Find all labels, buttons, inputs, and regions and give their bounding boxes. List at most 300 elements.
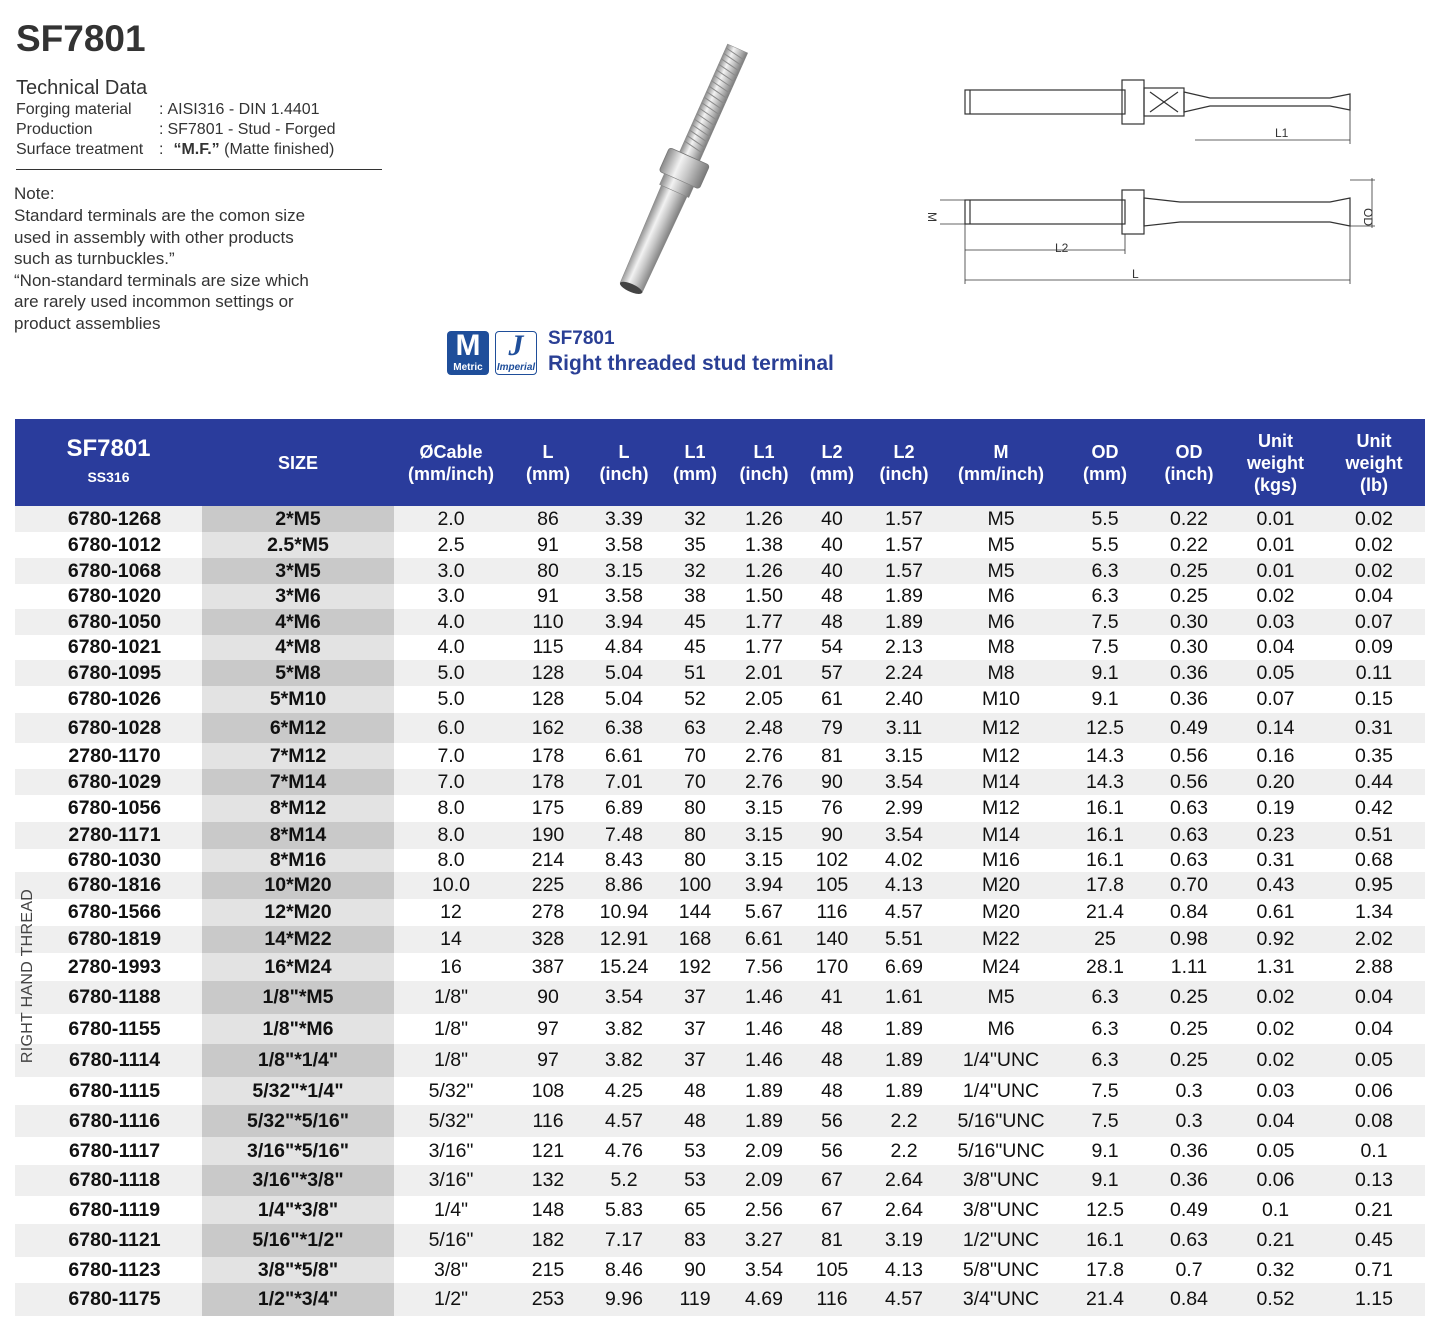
- table-cell: 0.42: [1323, 795, 1425, 822]
- table-cell: 67: [798, 1196, 866, 1224]
- part-number-cell: 6780-1056: [15, 795, 202, 822]
- table-cell: 61: [798, 686, 866, 713]
- table-cell: 0.43: [1228, 872, 1323, 899]
- table-cell: 6.0: [394, 713, 508, 743]
- column-header: [1228, 419, 1323, 506]
- table-cell: 2.24: [866, 660, 942, 686]
- table-cell: M5: [942, 506, 1060, 532]
- table-cell: 90: [798, 769, 866, 795]
- table-cell: 116: [508, 1105, 588, 1137]
- table-cell: 3.15: [730, 822, 798, 849]
- technical-data-list: [16, 100, 336, 160]
- imperial-badge: [495, 331, 537, 375]
- table-cell: 1.34: [1323, 899, 1425, 926]
- header-line: L2: [893, 441, 915, 462]
- technical-data-heading: Technical Data: [16, 77, 148, 99]
- table-cell: 1/8": [394, 981, 508, 1014]
- part-number-cell: 6780-1566: [15, 899, 202, 926]
- table-cell: 116: [798, 899, 866, 926]
- table-cell: 0.19: [1228, 795, 1323, 822]
- tech-value: AISI316 - DIN 1.4401: [167, 101, 320, 118]
- table-cell: 0.06: [1323, 1077, 1425, 1105]
- table-row: [15, 872, 1425, 899]
- table-cell: 4.13: [866, 872, 942, 899]
- header-line: weight: [1247, 452, 1304, 473]
- table-cell: M6: [942, 584, 1060, 609]
- table-row: [15, 1105, 1425, 1137]
- size-cell: 1/2"*3/4": [202, 1283, 394, 1316]
- table-cell: 0.63: [1150, 822, 1228, 849]
- table-row: [15, 1077, 1425, 1105]
- table-cell: 0.01: [1228, 532, 1323, 558]
- table-cell: 1.46: [730, 981, 798, 1014]
- table-cell: 0.05: [1323, 1044, 1425, 1077]
- table-cell: 0.21: [1323, 1196, 1425, 1224]
- size-cell: 10*M20: [202, 872, 394, 899]
- table-cell: 0.30: [1150, 609, 1228, 635]
- part-number-cell: 6780-1188: [15, 981, 202, 1014]
- table-cell: 105: [798, 872, 866, 899]
- table-cell: 0.36: [1150, 686, 1228, 713]
- header-line: OD: [1175, 441, 1203, 462]
- part-number-cell: 6780-1268: [15, 506, 202, 532]
- table-cell: 0.63: [1150, 1224, 1228, 1257]
- label-l1: L1: [1275, 126, 1289, 140]
- table-cell: 65: [660, 1196, 730, 1224]
- table-cell: 2.0: [394, 506, 508, 532]
- size-cell: 16*M24: [202, 953, 394, 981]
- table-cell: 4.84: [588, 635, 660, 660]
- table-cell: 3/8"UNC: [942, 1165, 1060, 1196]
- part-number-cell: 6780-1029: [15, 769, 202, 795]
- table-cell: 0.35: [1323, 743, 1425, 769]
- size-cell: 3*M6: [202, 584, 394, 609]
- header-line: Unit: [1258, 430, 1293, 451]
- table-cell: 128: [508, 660, 588, 686]
- part-number-cell: 6780-1121: [15, 1224, 202, 1257]
- table-cell: 1.89: [866, 609, 942, 635]
- table-cell: 0.01: [1228, 558, 1323, 584]
- table-cell: 14: [394, 926, 508, 953]
- note-line: such as turnbuckles.”: [14, 249, 175, 268]
- table-cell: 70: [660, 743, 730, 769]
- table-cell: 0.51: [1323, 822, 1425, 849]
- column-header: [1323, 419, 1425, 506]
- column-header: [1150, 419, 1228, 506]
- column-header: [202, 419, 394, 506]
- table-cell: 0.02: [1228, 981, 1323, 1014]
- table-cell: 35: [660, 532, 730, 558]
- table-cell: 0.02: [1323, 532, 1425, 558]
- table-row: [15, 981, 1425, 1014]
- note-line: are rarely used incommon settings or: [14, 292, 294, 311]
- table-cell: 0.25: [1150, 1044, 1228, 1077]
- table-cell: 1/4": [394, 1196, 508, 1224]
- table-cell: 175: [508, 795, 588, 822]
- table-cell: 10.0: [394, 872, 508, 899]
- table-cell: 2.56: [730, 1196, 798, 1224]
- table-cell: 3.11: [866, 713, 942, 743]
- table-cell: 0.31: [1228, 849, 1323, 872]
- table-cell: 2.64: [866, 1165, 942, 1196]
- table-cell: 6.89: [588, 795, 660, 822]
- table-cell: 1.89: [866, 1077, 942, 1105]
- table-cell: 144: [660, 899, 730, 926]
- table-cell: 63: [660, 713, 730, 743]
- header-line: M: [993, 441, 1009, 462]
- table-cell: 6.61: [588, 743, 660, 769]
- table-cell: 2.01: [730, 660, 798, 686]
- table-cell: 0.09: [1323, 635, 1425, 660]
- table-cell: 121: [508, 1137, 588, 1165]
- table-cell: 4.57: [866, 1283, 942, 1316]
- table-cell: 2.09: [730, 1137, 798, 1165]
- header-line: (mm): [1083, 463, 1127, 484]
- table-cell: M5: [942, 558, 1060, 584]
- table-cell: 48: [798, 1014, 866, 1044]
- tech-row-surface: [16, 140, 336, 160]
- table-cell: 6.3: [1060, 981, 1150, 1014]
- size-cell: 12*M20: [202, 899, 394, 926]
- table-cell: 76: [798, 795, 866, 822]
- table-cell: 1.89: [866, 1044, 942, 1077]
- table-cell: 253: [508, 1283, 588, 1316]
- header-line: (mm): [526, 463, 570, 484]
- size-cell: 3*M5: [202, 558, 394, 584]
- table-cell: 5.5: [1060, 506, 1150, 532]
- table-cell: 3.15: [730, 795, 798, 822]
- size-cell: 8*M16: [202, 849, 394, 872]
- table-cell: 162: [508, 713, 588, 743]
- table-cell: 1/8": [394, 1044, 508, 1077]
- table-cell: 4.57: [588, 1105, 660, 1137]
- table-cell: M14: [942, 822, 1060, 849]
- table-cell: 86: [508, 506, 588, 532]
- table-cell: 5/16"UNC: [942, 1137, 1060, 1165]
- tech-label: Forging material: [16, 101, 132, 118]
- table-cell: 0.25: [1150, 584, 1228, 609]
- table-cell: 0.14: [1228, 713, 1323, 743]
- column-header: [730, 419, 798, 506]
- table-cell: 0.05: [1228, 1137, 1323, 1165]
- table-cell: 1.77: [730, 635, 798, 660]
- page-title: SF7801: [16, 18, 146, 59]
- column-header: [588, 419, 660, 506]
- table-cell: 48: [798, 584, 866, 609]
- part-number-cell: 2780-1170: [15, 743, 202, 769]
- table-header: [15, 419, 1425, 506]
- table-cell: 41: [798, 981, 866, 1014]
- table-cell: 4.0: [394, 635, 508, 660]
- table-cell: 6.38: [588, 713, 660, 743]
- table-cell: 108: [508, 1077, 588, 1105]
- table-cell: 3.94: [730, 872, 798, 899]
- table-cell: 7.5: [1060, 635, 1150, 660]
- table-cell: 0.23: [1228, 822, 1323, 849]
- table-cell: 0.02: [1228, 584, 1323, 609]
- table-cell: M6: [942, 609, 1060, 635]
- part-number-cell: 6780-1819: [15, 926, 202, 953]
- part-number-cell: 6780-1114: [15, 1044, 202, 1077]
- table-cell: 0.32: [1228, 1257, 1323, 1283]
- table-cell: 90: [508, 981, 588, 1014]
- header-line: (inch): [599, 463, 649, 484]
- table-cell: 2.02: [1323, 926, 1425, 953]
- colon-separator: :: [159, 101, 164, 118]
- table-cell: 1.31: [1228, 953, 1323, 981]
- table-cell: 1.26: [730, 558, 798, 584]
- column-header: [866, 419, 942, 506]
- table-cell: 2.5: [394, 532, 508, 558]
- table-cell: 1.38: [730, 532, 798, 558]
- table-row: [15, 660, 1425, 686]
- table-cell: 0.92: [1228, 926, 1323, 953]
- imperial-letter: J: [508, 329, 524, 362]
- table-cell: 0.63: [1150, 849, 1228, 872]
- table-cell: 56: [798, 1105, 866, 1137]
- table-cell: 1/4"UNC: [942, 1044, 1060, 1077]
- table-cell: 3.54: [588, 981, 660, 1014]
- side-label: RIGHT HAND THREAD: [19, 888, 36, 1064]
- note-heading: Note:: [14, 184, 55, 203]
- table-row: [15, 822, 1425, 849]
- table-cell: 2.64: [866, 1196, 942, 1224]
- table-cell: 2.05: [730, 686, 798, 713]
- size-cell: 5*M10: [202, 686, 394, 713]
- part-number-cell: 6780-1021: [15, 635, 202, 660]
- table-cell: 1.46: [730, 1014, 798, 1044]
- table-cell: 110: [508, 609, 588, 635]
- table-cell: 1.89: [866, 1014, 942, 1044]
- table-cell: 7.5: [1060, 609, 1150, 635]
- label-od: OD: [1361, 208, 1375, 226]
- table-cell: 8.0: [394, 822, 508, 849]
- table-cell: 12.91: [588, 926, 660, 953]
- part-number-cell: 2780-1171: [15, 822, 202, 849]
- table-cell: 119: [660, 1283, 730, 1316]
- table-cell: 178: [508, 743, 588, 769]
- table-cell: 278: [508, 899, 588, 926]
- table-cell: 0.36: [1150, 660, 1228, 686]
- table-cell: 0.25: [1150, 981, 1228, 1014]
- size-cell: 14*M22: [202, 926, 394, 953]
- table-row: [15, 686, 1425, 713]
- size-cell: 7*M14: [202, 769, 394, 795]
- table-cell: 5.04: [588, 660, 660, 686]
- table-cell: 16.1: [1060, 849, 1150, 872]
- table-cell: 4.57: [866, 899, 942, 926]
- table-cell: 0.25: [1150, 1014, 1228, 1044]
- part-number-cell: 6780-1816: [15, 872, 202, 899]
- size-cell: 1/8"*1/4": [202, 1044, 394, 1077]
- table-cell: 5/32": [394, 1077, 508, 1105]
- table-cell: 1.89: [730, 1077, 798, 1105]
- table-cell: 0.49: [1150, 713, 1228, 743]
- table-cell: 3.54: [866, 769, 942, 795]
- table-cell: 3/8": [394, 1257, 508, 1283]
- table-cell: 3.94: [588, 609, 660, 635]
- table-cell: 56: [798, 1137, 866, 1165]
- header-line: (mm/inch): [407, 463, 494, 484]
- table-cell: 214: [508, 849, 588, 872]
- header-line: (mm/inch): [957, 463, 1044, 484]
- table-cell: 97: [508, 1044, 588, 1077]
- table-cell: 0.71: [1323, 1257, 1425, 1283]
- table-cell: 225: [508, 872, 588, 899]
- table-cell: 2.09: [730, 1165, 798, 1196]
- table-cell: 83: [660, 1224, 730, 1257]
- table-cell: 8.43: [588, 849, 660, 872]
- table-cell: 6.3: [1060, 584, 1150, 609]
- table-cell: 1/2"UNC: [942, 1224, 1060, 1257]
- table-cell: 190: [508, 822, 588, 849]
- part-number-cell: 6780-1119: [15, 1196, 202, 1224]
- table-cell: 3.58: [588, 584, 660, 609]
- table-cell: 3.54: [866, 822, 942, 849]
- table-cell: 90: [660, 1257, 730, 1283]
- note-line: “Non-standard terminals are size which: [14, 270, 309, 290]
- table-cell: 80: [508, 558, 588, 584]
- table-cell: 0.95: [1323, 872, 1425, 899]
- table-cell: 0.1: [1228, 1196, 1323, 1224]
- table-row: [15, 1014, 1425, 1044]
- table-cell: 0.52: [1228, 1283, 1323, 1316]
- table-cell: 1.15: [1323, 1283, 1425, 1316]
- size-cell: 1/8"*M5: [202, 981, 394, 1014]
- label-l: L: [1132, 267, 1139, 281]
- product-photo: [470, 30, 830, 320]
- table-cell: 6.3: [1060, 1044, 1150, 1077]
- table-cell: 1/2": [394, 1283, 508, 1316]
- table-row: [15, 584, 1425, 609]
- table-cell: 387: [508, 953, 588, 981]
- table-cell: 6.61: [730, 926, 798, 953]
- header-line: (kgs): [1253, 474, 1297, 495]
- size-cell: 3/16"*5/16": [202, 1137, 394, 1165]
- colon-separator: :: [159, 141, 164, 158]
- table-cell: M10: [942, 686, 1060, 713]
- column-header: [942, 419, 1060, 506]
- table-cell: 5/32": [394, 1105, 508, 1137]
- table-cell: 7.48: [588, 822, 660, 849]
- table-cell: 0.01: [1228, 506, 1323, 532]
- table-cell: 1.11: [1150, 953, 1228, 981]
- table-cell: 21.4: [1060, 1283, 1150, 1316]
- table-cell: 0.05: [1228, 660, 1323, 686]
- table-cell: 5.83: [588, 1196, 660, 1224]
- table-cell: 0.25: [1150, 558, 1228, 584]
- table-row: [15, 1137, 1425, 1165]
- header-line: (lb): [1360, 474, 1388, 495]
- table-cell: 80: [660, 822, 730, 849]
- table-cell: 0.16: [1228, 743, 1323, 769]
- table-cell: M12: [942, 743, 1060, 769]
- table-cell: 9.1: [1060, 1137, 1150, 1165]
- spec-table: [15, 419, 1425, 1316]
- table-cell: 5.0: [394, 660, 508, 686]
- table-cell: 182: [508, 1224, 588, 1257]
- header-row: [15, 419, 1425, 506]
- table-cell: 3/16": [394, 1165, 508, 1196]
- table-cell: 5.51: [866, 926, 942, 953]
- table-cell: 5/16": [394, 1224, 508, 1257]
- table-cell: 81: [798, 1224, 866, 1257]
- table-cell: 1.61: [866, 981, 942, 1014]
- table-cell: 90: [798, 822, 866, 849]
- caption-description: Right threaded stud terminal: [548, 352, 834, 375]
- table-cell: 14.3: [1060, 743, 1150, 769]
- table-cell: 2.40: [866, 686, 942, 713]
- table-cell: M20: [942, 899, 1060, 926]
- table-cell: 8.86: [588, 872, 660, 899]
- table-cell: 9.96: [588, 1283, 660, 1316]
- table-cell: 0.44: [1323, 769, 1425, 795]
- table-cell: 3.27: [730, 1224, 798, 1257]
- table-cell: 12.5: [1060, 713, 1150, 743]
- part-number-cell: 6780-1020: [15, 584, 202, 609]
- size-cell: 4*M6: [202, 609, 394, 635]
- table-cell: 32: [660, 558, 730, 584]
- table-cell: 2.76: [730, 769, 798, 795]
- header-line: L1: [684, 441, 706, 462]
- table-cell: 57: [798, 660, 866, 686]
- size-cell: 6*M12: [202, 713, 394, 743]
- table-cell: 48: [798, 1077, 866, 1105]
- metric-letter: M: [455, 329, 481, 362]
- table-cell: 2.99: [866, 795, 942, 822]
- table-cell: 0.49: [1150, 1196, 1228, 1224]
- table-cell: 0.22: [1150, 532, 1228, 558]
- table-cell: 4.76: [588, 1137, 660, 1165]
- size-cell: 3/8"*5/8": [202, 1257, 394, 1283]
- part-number-cell: 6780-1012: [15, 532, 202, 558]
- table-cell: 192: [660, 953, 730, 981]
- table-cell: M12: [942, 795, 1060, 822]
- table-cell: 1.46: [730, 1044, 798, 1077]
- table-cell: 5.5: [1060, 532, 1150, 558]
- table-cell: 3.82: [588, 1044, 660, 1077]
- table-row: [15, 899, 1425, 926]
- table-cell: 0.45: [1323, 1224, 1425, 1257]
- size-cell: 5/32"*1/4": [202, 1077, 394, 1105]
- table-cell: 7.5: [1060, 1077, 1150, 1105]
- table-cell: 0.36: [1150, 1137, 1228, 1165]
- column-header: [508, 419, 588, 506]
- table-cell: 178: [508, 769, 588, 795]
- table-row: [15, 1196, 1425, 1224]
- table-cell: 8.46: [588, 1257, 660, 1283]
- table-cell: 0.21: [1228, 1224, 1323, 1257]
- table-cell: 0.03: [1228, 609, 1323, 635]
- tech-row-production: [16, 120, 336, 140]
- table-cell: 8.0: [394, 795, 508, 822]
- column-header: [660, 419, 730, 506]
- table-cell: 6.3: [1060, 1014, 1150, 1044]
- table-cell: 0.22: [1150, 506, 1228, 532]
- table-cell: 0.02: [1323, 506, 1425, 532]
- part-number-cell: 6780-1117: [15, 1137, 202, 1165]
- size-cell: 3/16"*3/8": [202, 1165, 394, 1196]
- table-cell: 168: [660, 926, 730, 953]
- table-cell: 0.04: [1228, 1105, 1323, 1137]
- table-cell: 48: [660, 1077, 730, 1105]
- table-cell: M12: [942, 713, 1060, 743]
- table-cell: 0.31: [1323, 713, 1425, 743]
- table-cell: 100: [660, 872, 730, 899]
- table-cell: 1.57: [866, 558, 942, 584]
- part-number-cell: 6780-1026: [15, 686, 202, 713]
- table-cell: 0.06: [1228, 1165, 1323, 1196]
